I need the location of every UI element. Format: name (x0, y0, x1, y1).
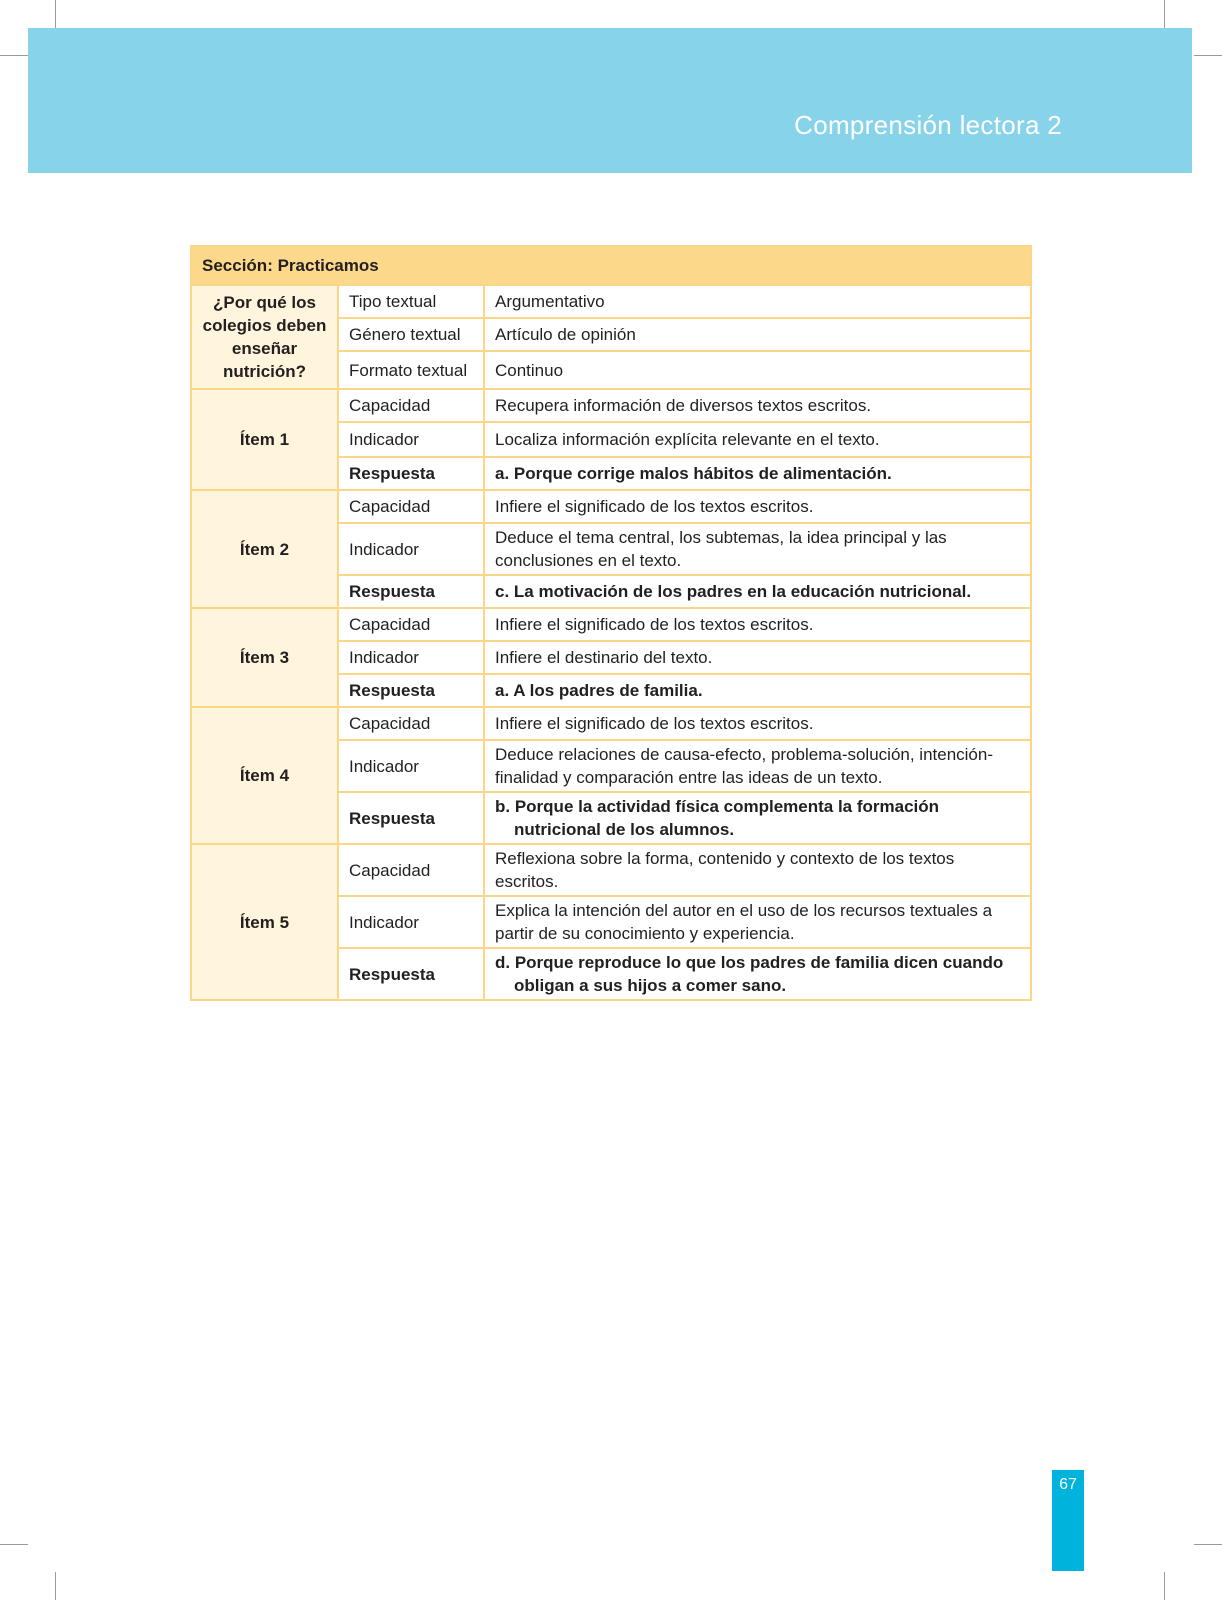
respuesta-value: d. Porque reproduce lo que los padres de familia dicen cuando obligan a sus hijos a comer sano. (495, 953, 1004, 995)
indicador-label: Indicador (338, 422, 484, 457)
indicador-label: Indicador (338, 523, 484, 575)
table-row (191, 608, 1031, 641)
crop-mark (1194, 1544, 1222, 1545)
item-label: Ítem 4 (191, 707, 338, 844)
indicador-value: Explica la intención del autor en el uso de los recursos textuales a partir de su conocimiento y experiencia. (484, 896, 1031, 948)
capacidad-value: Infiere el significado de los textos escritos. (484, 707, 1031, 740)
capacidad-label: Capacidad (338, 389, 484, 422)
respuesta-value: b. Porque la actividad física complementa la formación nutricional de los alumnos. (495, 797, 940, 839)
crop-mark (1164, 0, 1165, 28)
respuesta-value: a. A los padres de familia. (484, 674, 1031, 707)
respuesta-label: Respuesta (338, 792, 484, 844)
respuesta-label: Respuesta (338, 674, 484, 707)
crop-mark (1164, 1572, 1165, 1600)
row-label: Formato textual (338, 351, 484, 389)
item-label: Ítem 3 (191, 608, 338, 707)
item-label: Ítem 2 (191, 490, 338, 608)
capacidad-label: Capacidad (338, 608, 484, 641)
row-value: Continuo (484, 351, 1031, 389)
table-row (191, 389, 1031, 422)
indicador-value: Localiza información explícita relevante en el texto. (484, 422, 1031, 457)
table-row (191, 285, 1031, 318)
row-label: Género textual (338, 318, 484, 351)
item-label: Ítem 1 (191, 389, 338, 490)
header-banner (28, 28, 1192, 173)
capacidad-value: Reflexiona sobre la forma, contenido y contexto de los textos escritos. (484, 844, 1031, 896)
table-row (191, 844, 1031, 896)
respuesta-value: c. La motivación de los padres en la educación nutricional. (484, 575, 1031, 608)
page-title: Comprensión lectora 2 (794, 110, 1062, 140)
text-question-cell: ¿Por qué los colegios deben enseñar nutrición? (191, 285, 338, 389)
crop-mark (0, 55, 28, 56)
indicador-value: Deduce el tema central, los subtemas, la idea principal y las conclusiones en el texto. (484, 523, 1031, 575)
indicador-value: Deduce relaciones de causa-efecto, problema-solución, intención-finalidad y comparación entre las ideas de un texto. (484, 740, 1031, 792)
section-title: Sección: Practicamos (191, 246, 1031, 285)
indicador-label: Indicador (338, 896, 484, 948)
row-value: Artículo de opinión (484, 318, 1031, 351)
respuesta-label: Respuesta (338, 575, 484, 608)
table-row (191, 490, 1031, 523)
indicador-value: Infiere el destinario del texto. (484, 641, 1031, 674)
page-number: 67 (1059, 1476, 1077, 1493)
capacidad-value: Infiere el significado de los textos escritos. (484, 608, 1031, 641)
indicador-label: Indicador (338, 740, 484, 792)
capacidad-label: Capacidad (338, 490, 484, 523)
section-header-row (191, 246, 1031, 285)
crop-mark (1194, 55, 1222, 56)
capacidad-label: Capacidad (338, 707, 484, 740)
capacidad-value: Recupera información de diversos textos escritos. (484, 389, 1031, 422)
crop-mark (55, 0, 56, 28)
page-number-tab (1052, 1470, 1084, 1571)
indicador-label: Indicador (338, 641, 484, 674)
respuesta-label: Respuesta (338, 948, 484, 1000)
crop-mark (55, 1572, 56, 1600)
row-label: Tipo textual (338, 285, 484, 318)
crop-mark (0, 1544, 28, 1545)
capacidad-value: Infiere el significado de los textos escritos. (484, 490, 1031, 523)
row-value: Argumentativo (484, 285, 1031, 318)
respuesta-value: a. Porque corrige malos hábitos de alimentación. (484, 457, 1031, 490)
capacidad-label: Capacidad (338, 844, 484, 896)
item-label: Ítem 5 (191, 844, 338, 1000)
answer-key-table (190, 245, 1032, 1001)
table-row (191, 707, 1031, 740)
respuesta-label: Respuesta (338, 457, 484, 490)
